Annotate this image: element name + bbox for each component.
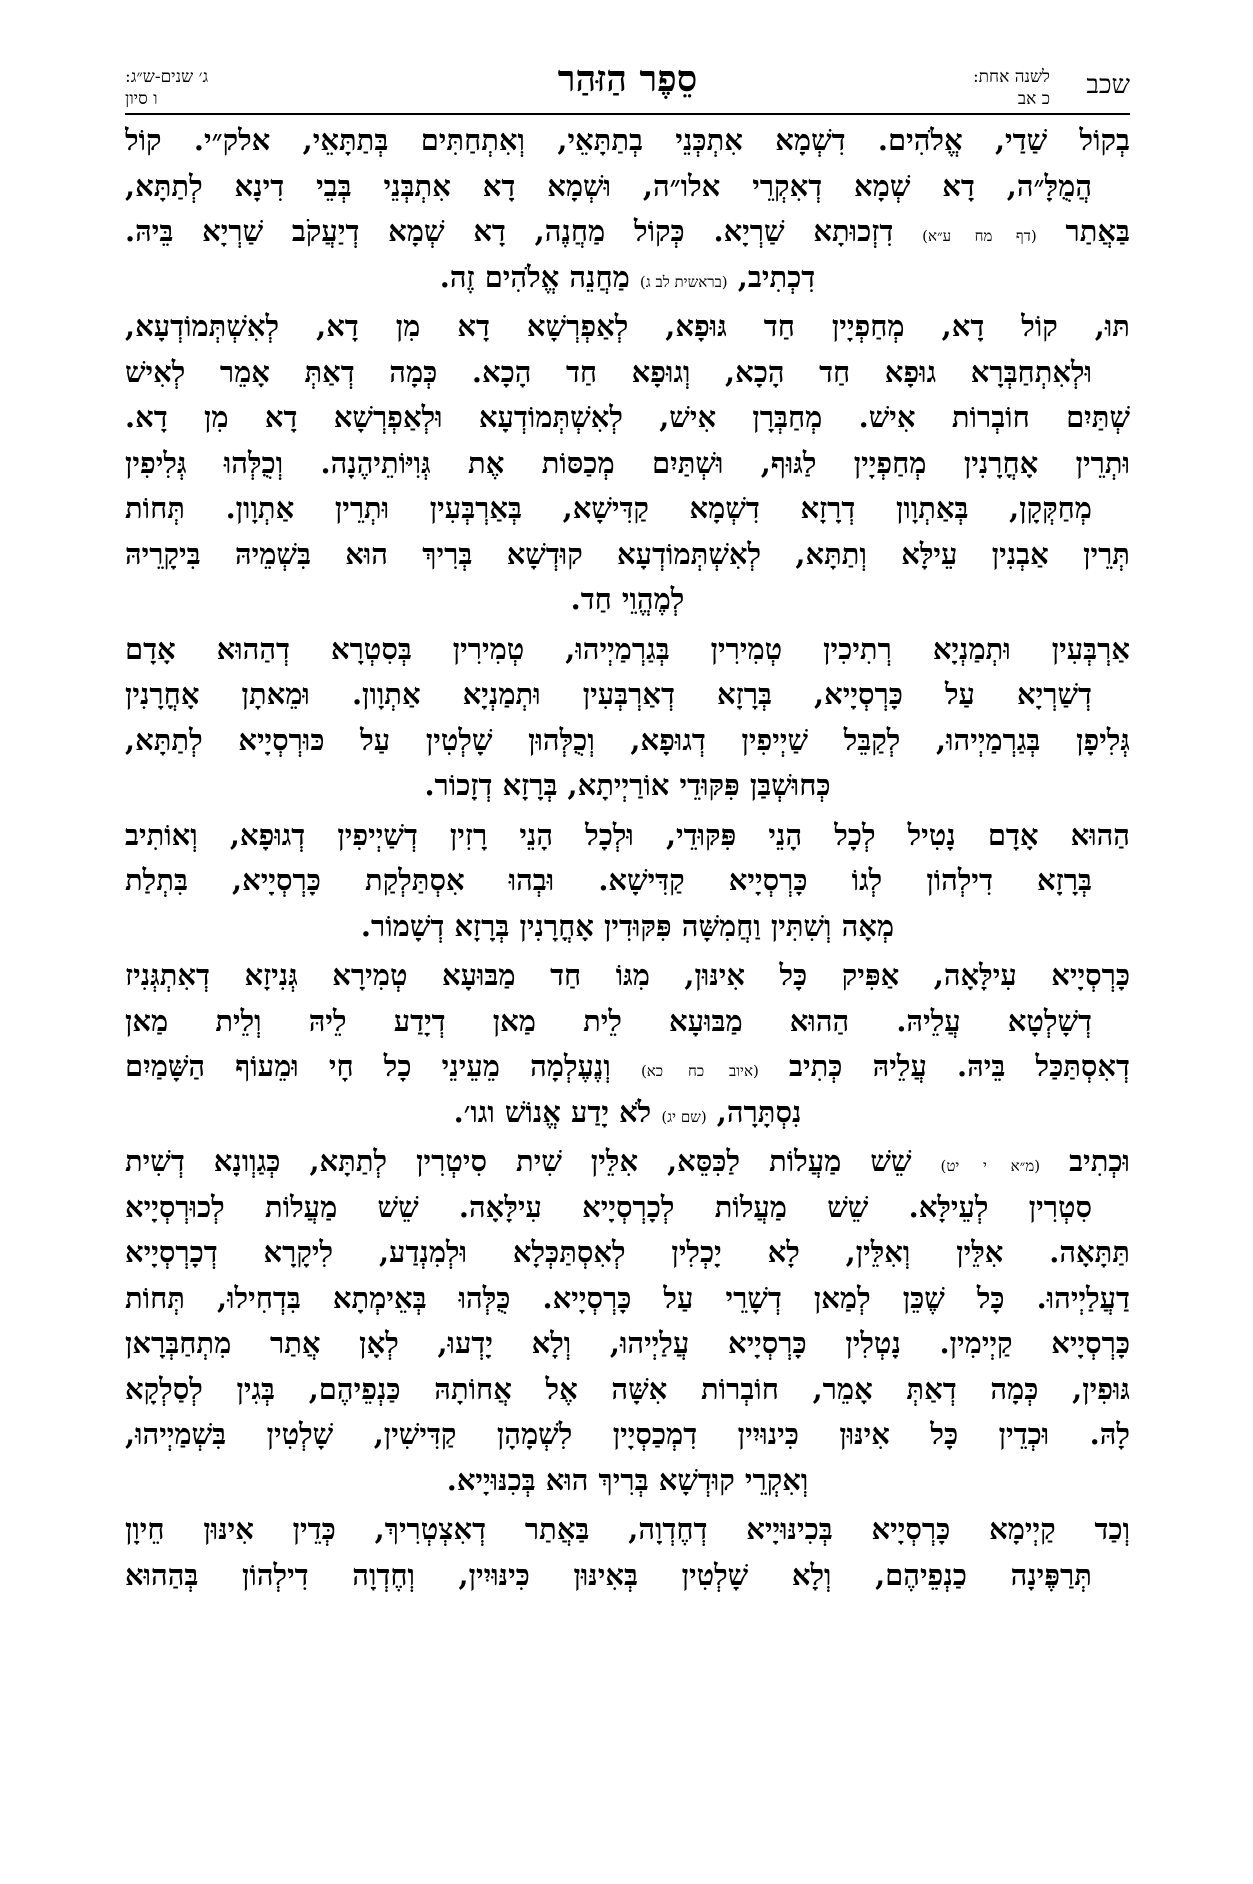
- text-line: תְּרֵין אַבְנִין עֵילָּא וְתַתָּא, לְאִשְׁתְּמוֹדְעָא קוּדְשָׁא בְּרִיךְ הוּא בִּשְׁמֵיהּ בִּיקָרֵיהּ: [125, 536, 1130, 571]
- reading-schedule-three-years: [125, 66, 208, 110]
- source-reference: (איוב כח כא): [640, 1062, 759, 1080]
- text-line: לְמֶהֱוֵי חַד.: [570, 582, 685, 616]
- paragraph: [125, 813, 1130, 950]
- text-line: בְקוֹל שַׁדַי, אֱלֹהִים. דִשְׁמָא אִתְכְּנֵי בְתַתָּאֵי, וְאִתְחַתִּים בְּתַתָּאֵי, אלק״י. קוֹל: [125, 123, 1130, 157]
- text-line: גּוּפִין, כְּמָה דְאַתְּ אָמֵר, חוֹבְרוֹת אִשָּׁה אֶל אֲחוֹתָהּ כַּנְפֵיהֶם, בְּגִין לְסַלְקָא: [125, 1371, 1130, 1406]
- text-line: [125, 255, 1130, 301]
- paragraph: [125, 627, 1130, 809]
- text-line: מְחַקְּקָן, בְּאַתְוָון דְרָזָא דִשְׁמָא קַדִּישָׁא, בְּאַרְבְּעִין וּתְרֵין אַתְוָון. תְּחוֹת: [125, 491, 1092, 525]
- reading-schedule-one-year-label: לשנה אחת:: [972, 67, 1050, 87]
- line-text: וְנֶעֶלְמָה מֵעֵינֵי כָל חָי וּמֵעוֹף הַשָּׁמַיִם: [125, 1049, 641, 1083]
- main-text: [125, 118, 1130, 1878]
- text-line: דְשַׁרְיָא עַל כָּרְסְיָיא, בְּרָזָא דְאַרְבְּעִין וּתְמַנְיָא אַתְוָון. וּמֵאתָן אָחֳרָנִין: [125, 677, 1092, 711]
- text-line: גְּלִיפָן בְּגַרְמַיְיהוּ, לְקַבֵּל שַׁיְיפִין דְגוּפָא, וְכֻלְּהוּן שָׁלְטִין עַל כּוּרְסְיָיא לְתַתָּא,: [125, 722, 1130, 757]
- text-line: [125, 209, 1130, 255]
- text-line: וְכַד קַיְימָא כָּרְסְיָיא בְּכִינּוּיָיא דְחֶדְוָה, בַּאֲתַר דְאִצְטְרִיךְ, כְּדֵין אִינּוּן חֵיוָן: [125, 1512, 1130, 1546]
- line-text: דִזְכוּתָא שַׁרְיָא. כְּקוֹל מַחֲנֶה, דָא שְׁמָא דְיַעֲקֹב שַׁרְיָא בֵּיהּ.: [125, 214, 923, 248]
- source-reference: (דף מח ע״א): [922, 227, 1037, 245]
- line-text: דִכְתִיב,: [727, 259, 816, 294]
- text-line: אַרְבְּעִין וּתְמַנְיָא רְתִיכִין טְמִירִין בְּגַרְמַיְיהוּ, טְמִירִין בְּסִטְרָא דְהַהוּא אָדָם: [125, 631, 1130, 666]
- text-line: דַעֲלַיְיהוּ. כָּל שֶׁכֵּן לְמַאן דְשָׁרֵי עַל כָּרְסְיָיא. כֻּלְּהוּ בְּאֵימְתָא בִּדְחִילוּ, תְּחוֹת: [125, 1280, 1130, 1315]
- paragraph: [125, 118, 1130, 300]
- text-line: כְּחוּשְׁבַּן פִּקּוּדֵי אוֹרַיְיתָא, בְּרָזָא דְזָכוֹר.: [424, 768, 831, 802]
- line-text: נִסְתָּרָה,: [706, 1094, 802, 1129]
- book-title: סֵפֶר הַזּהַר: [557, 58, 698, 100]
- text-line: תּוּ, קוֹל דָא, מְחַפְיָין חַד גּוּפָא, לְאַפְרְשָׁא דָא מִן דָא, לְאִשְׁתְּמוֹדְעָא,: [125, 309, 1130, 343]
- text-line: וְאִקְרֵי קוּדְשָׁא בְּרִיךְ הוּא בְּכִנּוּיָיא.: [446, 1462, 809, 1497]
- reading-schedule-three-years-date: ו סיון: [125, 89, 158, 109]
- text-line: תַּתָּאָה. אִלֵּין וְאִלֵּין, לָא יָכְלִין לְאִסְתַּכְּלָא וּלְמִנְדַע, לִיקָרָא דְכָרְסְיָיא: [125, 1235, 1130, 1269]
- text-line: וּלְאִתְחַבְּרָא גוּפָא חַד הָכָא, וְגוּפָא חַד הָכָא. כְּמָה דְאַתְּ אָמֵר לְאִישׁ: [125, 354, 1092, 389]
- line-text: דְאִסְתַּכַּל בֵּיהּ. עֲלֵיהּ כְּתִיב: [758, 1049, 1130, 1083]
- line-text: שֵׁשׁ מַעֲלוֹת לַכִּסֵּא, אִלֵּין שִׁית סִיטְרִין לְתַתָּא, כְּגַוְונָא דְשִׁית: [125, 1144, 941, 1178]
- text-line: בְּרָזָא דִילְהוֹן לְגוֹ כָּרְסְיָיא קַדִּישָׁא. וּבְהוּ אִסְתַּלְקַת כָּרְסְיָיא, בִּתְלַת: [125, 863, 1092, 897]
- page-header: [125, 52, 1130, 122]
- source-reference: (שם יג): [661, 1107, 707, 1126]
- text-line: תְּרַפֶּינָה כַנְפֵיהֶם, וְלָא שָׁלְטִין בְּאִינּוּן כִּינּוּיִין, וְחֶדְוָה דִילְהוֹן בְּהַהוּא: [125, 1557, 1092, 1592]
- line-text: מַחֲנֵה אֱלֹהִים זֶה.: [439, 259, 640, 294]
- text-line: שְׁתַּיִם חוֹבְרוֹת אִישׁ. מְחַבְּרָן אִישׁ, לְאִשְׁתְּמוֹדְעָא וּלְאַפְרְשָׁא דָא מִן דָא.: [125, 400, 1130, 434]
- text-line: דְשָׁלְטָא עֲלֵיהּ. הַהוּא מַבּוּעָא לֵית מַאן דְיָדַע לֵיהּ וְלֵית מַאן: [125, 1003, 1092, 1038]
- reading-schedule-one-year-date: כ אב: [1017, 89, 1050, 109]
- paragraph: [125, 1139, 1130, 1503]
- page-number: שכב: [1086, 70, 1130, 100]
- text-line: לָהּ. וּכְדֵין כָּל אִינּוּן כִּינוּיִין דִמְכַסְיָין לִשְׁמָהָן קַדִּישִׁין, שָׁלְטִין בִּשְׁמַיְיהוּ,: [125, 1417, 1130, 1451]
- line-text: לֹא יָדַע אֱנוֹשׁ וגו׳.: [453, 1094, 662, 1129]
- source-reference: (מ״א י יט): [940, 1157, 1041, 1175]
- text-line: הֲמֻלָּ״ה, דָא שְׁמָא דְאִקְרֵי אלו״ה, וּשְׁמָא דָא אִתְבְּנֵי בְּבֵי דִינָא לְתַתָּא,: [125, 168, 1092, 203]
- text-line: [125, 1090, 1130, 1136]
- text-line: מְאָה וְשִׁתִּין וַחֲמִשָּׁה פִּקּוּדִין אָחֳרָנִין בְּרָזָא דְשָׁמוֹר.: [360, 908, 895, 943]
- text-line: סִטְרִין לְעֵילָּא. שֵׁשׁ מַעֲלוֹת לְכָרְסְיָיא עִילָּאָה. שֵׁשׁ מַעֲלוֹת לְכוּרְסְיָיא: [125, 1189, 1092, 1224]
- text-line: כָּרְסְיָיא קַיְימִין. נָטְלִין כָּרְסְיָיא עֲלַיְיהוּ, וְלָא יָדְעוּ, לְאָן אֲתַר מִתְחַבְּרָאן: [125, 1326, 1130, 1360]
- text-line: [125, 1044, 1130, 1090]
- line-text: וּכְתִיב: [1040, 1144, 1130, 1178]
- header-rule: [125, 113, 1130, 115]
- source-reference: (בראשית לב ג): [639, 272, 728, 291]
- paragraph: [125, 1507, 1130, 1598]
- text-line: וּתְרֵין אָחֳרָנִין מְחַפְיָין לַגּוּף, וּשְׁתַּיִם מְכַסּוֹת אֶת גְּוִיּוֹתֵיהֶנָה. וְכֻלְּהוּ גְּלִיפִין: [125, 445, 1130, 480]
- text-line: הַהוּא אָדָם נָטִיל לְכָל הָנֵי פִּקּוּדֵי, וּלְכָל הָנֵי רָזִין דְשַׁיְיפִין דְגוּפָא, וְאוֹתִיב: [125, 817, 1130, 852]
- text-line: כָּרְסְיָיא עִילָּאָה, אַפִּיק כָּל אִינּוּן, מִגּוֹ חַד מַבּוּעָא טְמִירָא גְּנִיזָא דְאִתְגְּנִיז: [125, 958, 1130, 992]
- paragraph: [125, 953, 1130, 1135]
- line-text: בַּאֲתַר: [1036, 214, 1130, 248]
- paragraph: [125, 304, 1130, 623]
- reading-schedule-three-years-label: ג׳ שנים-ש״ג:: [125, 67, 209, 87]
- text-line: [125, 1139, 1130, 1185]
